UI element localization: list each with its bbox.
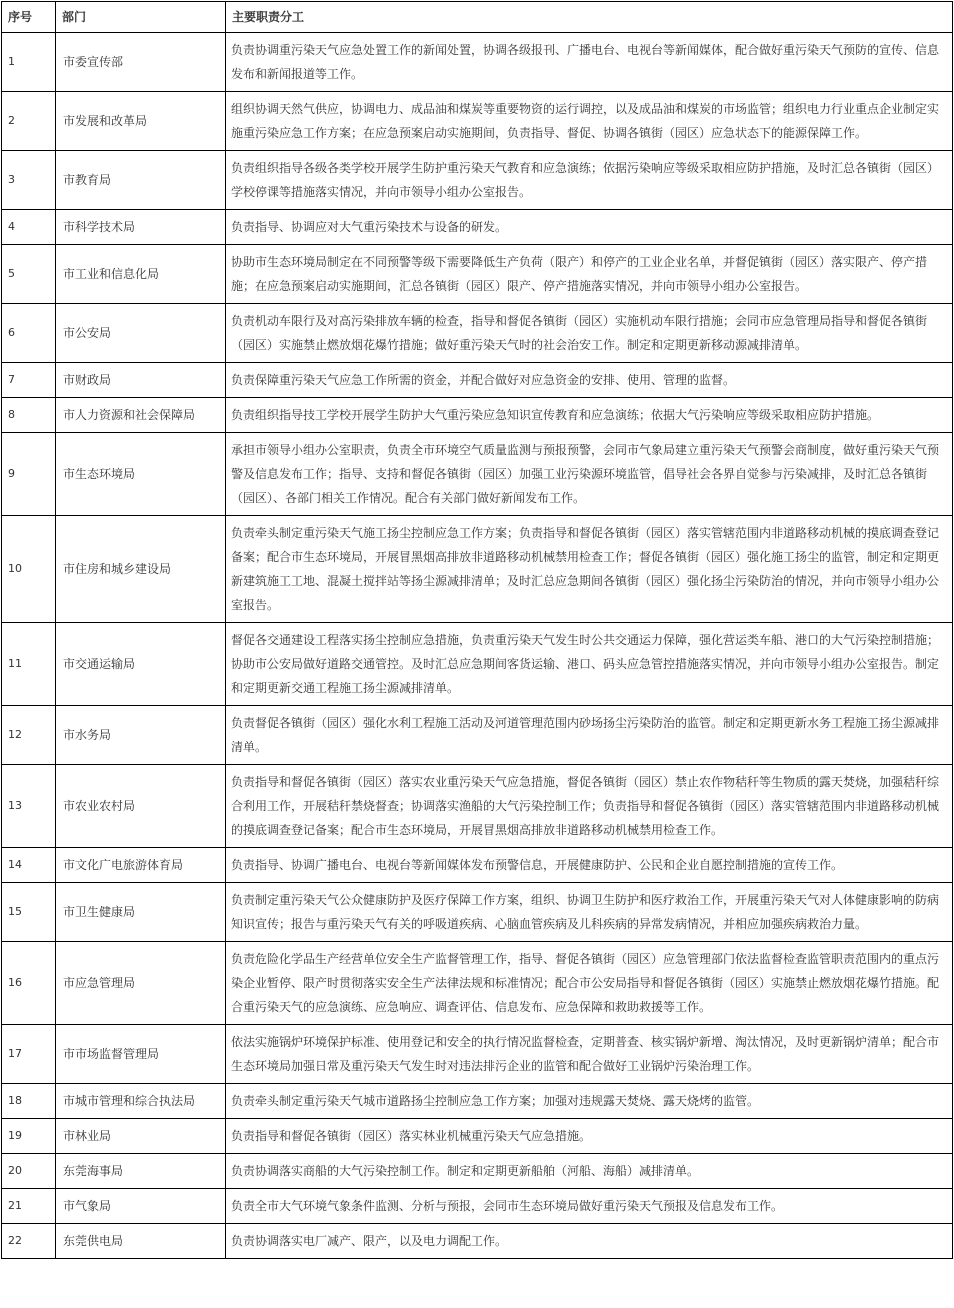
row-department: 市卫生健康局 xyxy=(56,883,226,942)
row-index: 13 xyxy=(2,765,56,848)
table-row xyxy=(2,245,953,304)
table-row xyxy=(2,706,953,765)
row-index: 10 xyxy=(2,516,56,623)
row-department: 市交通运输局 xyxy=(56,623,226,706)
row-duties: 负责指导、协调应对大气重污染技术与设备的研发。 xyxy=(226,210,953,245)
row-department: 市住房和城乡建设局 xyxy=(56,516,226,623)
row-department: 市科学技术局 xyxy=(56,210,226,245)
row-duties: 负责指导、协调广播电台、电视台等新闻媒体发布预警信息，开展健康防护、公民和企业自愿控制措施的宣传工作。 xyxy=(226,848,953,883)
table-row xyxy=(2,1084,953,1119)
row-duties: 负责牵头制定重污染天气城市道路扬尘控制应急工作方案；加强对违规露天焚烧、露天烧烤的监管。 xyxy=(226,1084,953,1119)
table-body xyxy=(2,33,953,1259)
row-duties: 负责保障重污染天气应急工作所需的资金，并配合做好对应急资金的安排、使用、管理的监督。 xyxy=(226,363,953,398)
row-index: 5 xyxy=(2,245,56,304)
table-row xyxy=(2,398,953,433)
row-department: 市气象局 xyxy=(56,1189,226,1224)
row-index: 18 xyxy=(2,1084,56,1119)
row-duties: 协助市生态环境局制定在不同预警等级下需要降低生产负荷（限产）和停产的工业企业名单，并督促镇街（园区）落实限产、停产措施；在应急预案启动实施期间，汇总各镇街（园区）限产、停产措施落实情况，并向市领导小组办公室报告。 xyxy=(226,245,953,304)
table-row xyxy=(2,1224,953,1259)
row-index: 20 xyxy=(2,1154,56,1189)
row-department: 市发展和改革局 xyxy=(56,92,226,151)
row-department: 市文化广电旅游体育局 xyxy=(56,848,226,883)
table-row xyxy=(2,92,953,151)
row-index: 1 xyxy=(2,33,56,92)
row-department: 市城市管理和综合执法局 xyxy=(56,1084,226,1119)
row-duties: 负责协调落实商船的大气污染控制工作。制定和定期更新船舶（河船、海船）减排清单。 xyxy=(226,1154,953,1189)
header-index: 序号 xyxy=(2,2,56,33)
row-duties: 承担市领导小组办公室职责，负责全市环境空气质量监测与预报预警，会同市气象局建立重污染天气预警会商制度，做好重污染天气预警及信息发布工作；指导、支持和督促各镇街（园区）加强工业污染源环境监管，倡导社会各界自觉参与污染减排，及时汇总各镇街（园区）、各部门相关工作情况。配合有关部门做好新闻发布工作。 xyxy=(226,433,953,516)
row-department: 市公安局 xyxy=(56,304,226,363)
header-department: 部门 xyxy=(56,2,226,33)
row-department: 市市场监督管理局 xyxy=(56,1025,226,1084)
table-row xyxy=(2,848,953,883)
row-duties: 负责机动车限行及对高污染排放车辆的检查，指导和督促各镇街（园区）实施机动车限行措施；会同市应急管理局指导和督促各镇街（园区）实施禁止燃放烟花爆竹措施；做好重污染天气时的社会治安工作。制定和定期更新移动源减排清单。 xyxy=(226,304,953,363)
row-index: 4 xyxy=(2,210,56,245)
row-index: 19 xyxy=(2,1119,56,1154)
row-duties: 负责组织指导各级各类学校开展学生防护重污染天气教育和应急演练；依据污染响应等级采取相应防护措施，及时汇总各镇街（园区）学校停课等措施落实情况，并向市领导小组办公室报告。 xyxy=(226,151,953,210)
row-duties: 负责督促各镇街（园区）强化水利工程施工活动及河道管理范围内砂场扬尘污染防治的监管。制定和定期更新水务工程施工扬尘源减排清单。 xyxy=(226,706,953,765)
row-index: 11 xyxy=(2,623,56,706)
table-row xyxy=(2,363,953,398)
row-index: 6 xyxy=(2,304,56,363)
row-index: 8 xyxy=(2,398,56,433)
row-department: 市林业局 xyxy=(56,1119,226,1154)
header-duties: 主要职责分工 xyxy=(226,2,953,33)
table-row xyxy=(2,210,953,245)
row-index: 17 xyxy=(2,1025,56,1084)
row-department: 东莞海事局 xyxy=(56,1154,226,1189)
row-index: 12 xyxy=(2,706,56,765)
row-duties: 负责指导和督促各镇街（园区）落实农业重污染天气应急措施，督促各镇街（园区）禁止农作物秸秆等生物质的露天焚烧，加强秸秆综合利用工作，开展秸秆禁烧督查；协调落实渔船的大气污染控制工作；负责指导和督促各镇街（园区）落实管辖范围内非道路移动机械的摸底调查登记备案；配合市生态环境局，开展冒黑烟高排放非道路移动机械禁用检查工作。 xyxy=(226,765,953,848)
row-department: 市水务局 xyxy=(56,706,226,765)
row-department: 市财政局 xyxy=(56,363,226,398)
row-duties: 负责协调重污染天气应急处置工作的新闻处置，协调各级报刊、广播电台、电视台等新闻媒体，配合做好重污染天气预防的宣传、信息发布和新闻报道等工作。 xyxy=(226,33,953,92)
row-department: 市人力资源和社会保障局 xyxy=(56,398,226,433)
row-duties: 负责协调落实电厂减产、限产，以及电力调配工作。 xyxy=(226,1224,953,1259)
table-row xyxy=(2,623,953,706)
table-row xyxy=(2,1154,953,1189)
table-row xyxy=(2,1025,953,1084)
row-index: 22 xyxy=(2,1224,56,1259)
row-department: 市教育局 xyxy=(56,151,226,210)
row-index: 21 xyxy=(2,1189,56,1224)
row-duties: 负责全市大气环境气象条件监测、分析与预报，会同市生态环境局做好重污染天气预报及信息发布工作。 xyxy=(226,1189,953,1224)
table-row xyxy=(2,304,953,363)
row-duties: 负责危险化学品生产经营单位安全生产监督管理工作，指导、督促各镇街（园区）应急管理部门依法监督检查监管职责范围内的重点污染企业暂停、限产时贯彻落实安全生产法律法规和标准情况；配合市公安局指导和督促各镇街（园区）实施禁止燃放烟花爆竹措施。配合重污染天气的应急演练、应急响应、调查评估、信息发布、应急保障和救助救援等工作。 xyxy=(226,942,953,1025)
row-index: 3 xyxy=(2,151,56,210)
table-row xyxy=(2,151,953,210)
table-row xyxy=(2,433,953,516)
row-department: 市生态环境局 xyxy=(56,433,226,516)
row-duties: 负责组织指导技工学校开展学生防护大气重污染应急知识宣传教育和应急演练；依据大气污染响应等级采取相应防护措施。 xyxy=(226,398,953,433)
row-department: 市委宣传部 xyxy=(56,33,226,92)
row-index: 2 xyxy=(2,92,56,151)
table-row xyxy=(2,1189,953,1224)
row-duties: 负责牵头制定重污染天气施工扬尘控制应急工作方案；负责指导和督促各镇街（园区）落实管辖范围内非道路移动机械的摸底调查登记备案；配合市生态环境局，开展冒黑烟高排放非道路移动机械禁用检查工作；督促各镇街（园区）强化施工扬尘的监管，制定和定期更新建筑施工工地、混凝土搅拌站等扬尘源减排清单；及时汇总应急期间各镇街（园区）强化扬尘污染防治的情况，并向市领导小组办公室报告。 xyxy=(226,516,953,623)
table-row xyxy=(2,765,953,848)
row-duties: 督促各交通建设工程落实扬尘控制应急措施，负责重污染天气发生时公共交通运力保障，强化营运类车船、港口的大气污染控制措施；协助市公安局做好道路交通管控。及时汇总应急期间客货运输、港口、码头应急管控措施落实情况，并向市领导小组办公室报告。制定和定期更新交通工程施工扬尘源减排清单。 xyxy=(226,623,953,706)
table-header xyxy=(2,2,953,33)
row-index: 15 xyxy=(2,883,56,942)
row-department: 市工业和信息化局 xyxy=(56,245,226,304)
row-duties: 组织协调天然气供应，协调电力、成品油和煤炭等重要物资的运行调控，以及成品油和煤炭的市场监管；组织电力行业重点企业制定实施重污染应急工作方案；在应急预案启动实施期间，负责指导、督促、协调各镇街（园区）应急状态下的能源保障工作。 xyxy=(226,92,953,151)
row-duties: 依法实施锅炉环境保护标准、使用登记和安全的执行情况监督检查，定期普查、核实锅炉新增、淘汰情况，及时更新锅炉清单；配合市生态环境局加强日常及重污染天气发生时对违法排污企业的监管和配合做好工业锅炉污染治理工作。 xyxy=(226,1025,953,1084)
duty-table xyxy=(1,1,953,1259)
row-department: 市应急管理局 xyxy=(56,942,226,1025)
table-row xyxy=(2,942,953,1025)
table-row xyxy=(2,516,953,623)
row-department: 市农业农村局 xyxy=(56,765,226,848)
row-duties: 负责指导和督促各镇街（园区）落实林业机械重污染天气应急措施。 xyxy=(226,1119,953,1154)
table-row xyxy=(2,33,953,92)
row-index: 16 xyxy=(2,942,56,1025)
row-index: 7 xyxy=(2,363,56,398)
header-row xyxy=(2,2,953,33)
row-index: 14 xyxy=(2,848,56,883)
row-index: 9 xyxy=(2,433,56,516)
row-duties: 负责制定重污染天气公众健康防护及医疗保障工作方案，组织、协调卫生防护和医疗救治工作，开展重污染天气对人体健康影响的防病知识宣传；报告与重污染天气有关的呼吸道疾病、心脑血管疾病及儿科疾病的异常发病情况，并相应加强疾病救治力量。 xyxy=(226,883,953,942)
table-row xyxy=(2,883,953,942)
table-row xyxy=(2,1119,953,1154)
row-department: 东莞供电局 xyxy=(56,1224,226,1259)
